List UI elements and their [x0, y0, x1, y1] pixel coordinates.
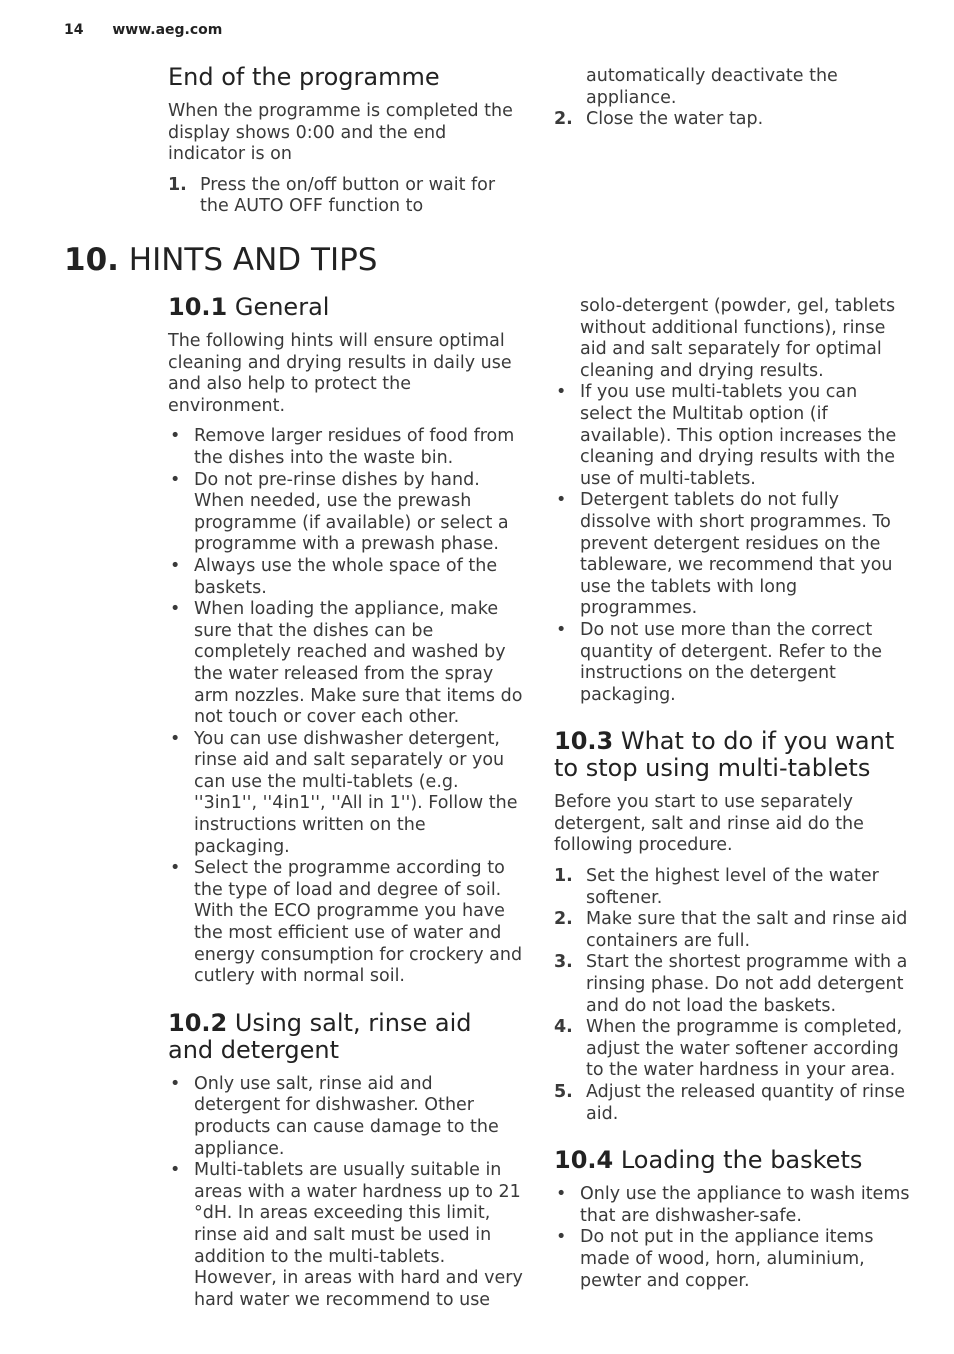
list-item: • Select the programme according to the type of load and degree of soil. With the ECO programme you have the most efficient use of water and energy consumption for crockery and cutlery with normal soil.	[168, 858, 523, 988]
list-item: • If you use multi-tablets you can select the Multitab option (if available). This option increases the cleaning and drying results with the use of multi-tablets.	[554, 382, 914, 490]
left-column	[168, 294, 523, 1333]
list-item: 1. Set the highest level of the water softener.	[554, 866, 879, 908]
list-item: • When loading the appliance, make sure that the dishes can be completely reached and washed by the water released from the spray arm nozzles. Make sure that items do not touch or cover each other.	[168, 599, 523, 729]
list-item: • Always use the whole space of the baskets.	[168, 556, 523, 599]
list-item: • Detergent tablets do not fully dissolve with short programmes. To prevent detergent residues on the tableware, we recommend that you use the tablets with long programmes.	[554, 490, 914, 620]
list-item: 4. When the programme is completed, adjust the water softener according to the water hardness in your area.	[554, 1017, 903, 1081]
general-bullets	[168, 426, 523, 987]
chapter-number: 10.	[64, 242, 119, 278]
loading-bullets	[554, 1184, 914, 1292]
end-of-programme-steps-right	[554, 109, 914, 131]
page-number: 14	[64, 22, 84, 38]
end-of-programme-title: End of the programme	[168, 63, 440, 91]
salt-bullets	[168, 1074, 523, 1312]
end-of-programme-section	[168, 64, 520, 240]
list-item: 3. Start the shortest programme with a rinsing phase. Do not add detergent and do not load the baskets.	[554, 952, 908, 1016]
stop-multi-title: 10.3 What to do if you want to stop using multi-tablets	[554, 727, 895, 783]
stop-multi-steps	[554, 866, 914, 1125]
stop-multi-intro: Before you start to use separately detergent, salt and rinse aid do the following procedure.	[554, 792, 864, 856]
list-item: • Multi-tablets are usually suitable in areas with a water hardness up to 21 °dH. In areas exceeding this limit, rinse aid and salt must be used in addition to the multi-tablets. However, in areas with hard and very hard water we recommend to use	[168, 1160, 523, 1311]
list-item: 5. Adjust the released quantity of rinse aid.	[554, 1082, 906, 1124]
general-intro: The following hints will ensure optimal cleaning and drying results in daily use and also help to protect the environment.	[168, 331, 512, 416]
list-item: • Only use the appliance to wash items that are dishwasher-safe.	[554, 1184, 914, 1227]
end-of-programme-intro: When the programme is completed the display shows 0:00 and the end indicator is on	[168, 101, 513, 165]
salt-title: 10.2 Using salt, rinse aid and detergent	[168, 1008, 472, 1064]
list-item: 2. Close the water tap.	[554, 109, 764, 130]
page-header	[64, 22, 222, 38]
list-item: • You can use dishwasher detergent, rinse aid and salt separately or you can use the multi-tablets (e.g. ''3in1'', ''4in1'', ''All in 1''). Follow the instructions written on the packaging.	[168, 729, 523, 859]
list-item: 2. Make sure that the salt and rinse aid containers are full.	[554, 909, 908, 951]
right-column	[554, 296, 914, 1314]
list-item: • Do not use more than the correct quantity of detergent. Refer to the instructions on the detergent packaging.	[554, 620, 914, 706]
list-item: • Only use salt, rinse aid and detergent for dishwasher. Other products can cause damage to the appliance.	[168, 1074, 523, 1160]
chapter-title-text: HINTS AND TIPS	[128, 242, 378, 278]
end-of-programme-steps	[168, 175, 520, 218]
salt-bullets-right	[554, 382, 914, 706]
end-of-programme-continued	[554, 66, 914, 153]
bullet-continuation: solo-detergent (powder, gel, tablets without additional functions), rinse aid and salt separately for optimal cleaning and drying results.	[580, 296, 896, 381]
list-item: • Do not pre-rinse dishes by hand. When needed, use the prewash programme (if available) or select a programme with a prewash phase.	[168, 470, 523, 556]
step-continuation: automatically deactivate the appliance.	[586, 66, 838, 108]
chapter-title	[64, 238, 377, 282]
general-title: 10.1 General	[168, 293, 330, 321]
list-item: • Remove larger residues of food from the dishes into the waste bin.	[168, 426, 523, 469]
website-link[interactable]: www.aeg.com	[112, 22, 223, 38]
loading-title: 10.4 Loading the baskets	[554, 1146, 863, 1175]
list-item: • Do not put in the appliance items made of wood, horn, aluminium, pewter and copper.	[554, 1227, 914, 1292]
list-item: 1. Press the on/off button or wait for the AUTO OFF function to	[168, 174, 496, 217]
